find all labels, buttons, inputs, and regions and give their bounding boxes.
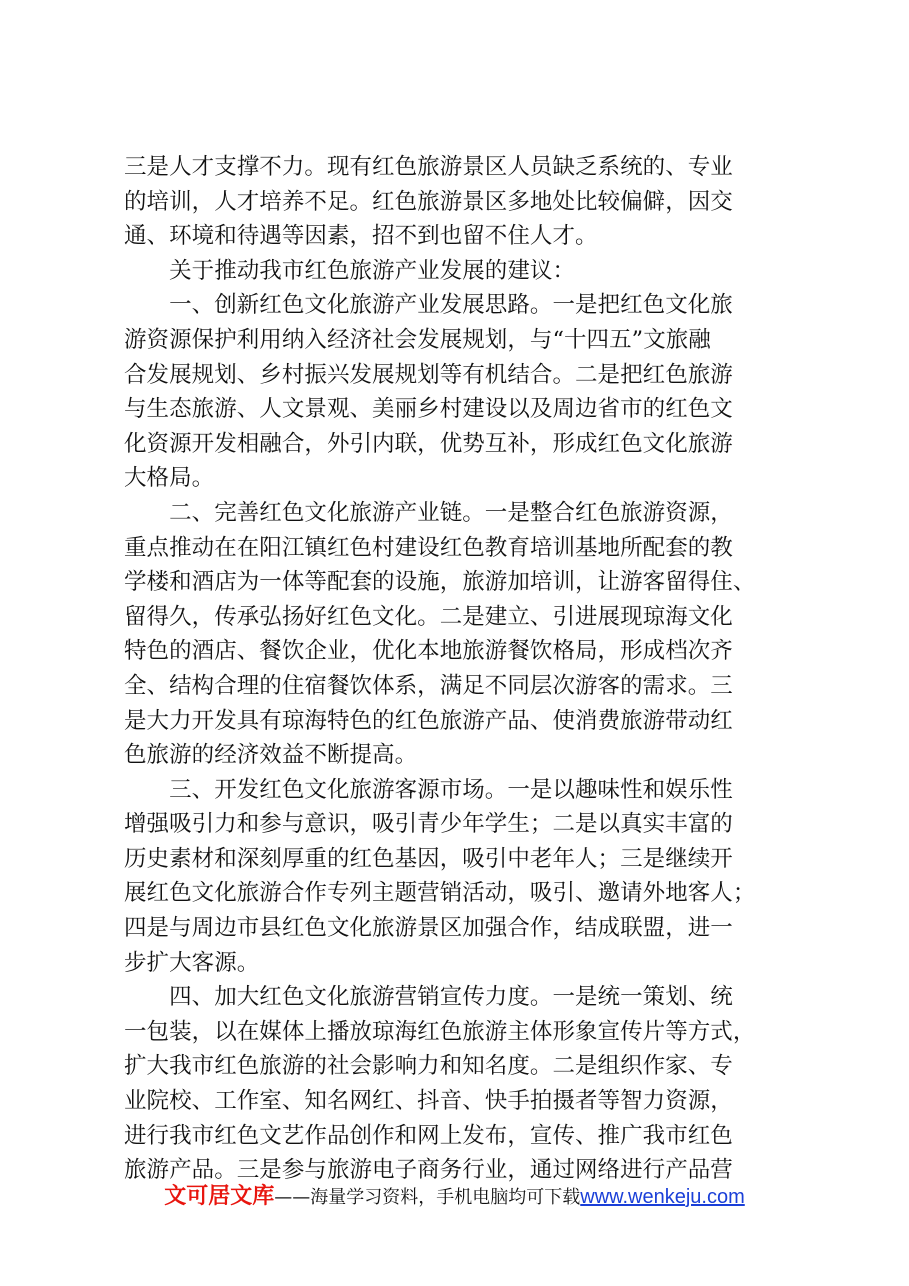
text-line: 历史素材和深刻厚重的红色基因，吸引中老年人；三是继续开 <box>124 845 733 872</box>
text-line: 一包装，以在媒体上播放琼海红色旅游主体形象宣传片等方式， <box>124 1018 756 1045</box>
text-line: 进行我市红色文艺作品创作和网上发布，宣传、推广我市红色 <box>124 1122 733 1149</box>
text-line: 二、完善红色文化旅游产业链。一是整合红色旅游资源， <box>124 499 733 526</box>
text-line: 三是人才支撑不力。现有红色旅游景区人员缺乏系统的、专业 <box>124 154 733 180</box>
text-line: 全、结构合理的住宿餐饮体系，满足不同层次游客的需求。三 <box>124 672 733 699</box>
document-body <box>124 150 804 1188</box>
text-line: 大格局。 <box>124 465 215 492</box>
text-line: 重点推动在在阳江镇红色村建设红色教育培训基地所配套的教 <box>124 534 733 561</box>
text-line: 特色的酒店、餐饮企业，优化本地旅游餐饮格局，形成档次齐 <box>124 638 733 665</box>
text-line: 增强吸引力和参与意识，吸引青少年学生；二是以真实丰富的 <box>124 811 733 838</box>
text-line: 三、开发红色文化旅游客源市场。一是以趣味性和娱乐性 <box>124 776 733 803</box>
text-line: 步扩大客源。 <box>124 949 260 976</box>
footer-link[interactable]: www.wenkeju.com <box>580 1186 745 1208</box>
text-line: 合发展规划、乡村振兴发展规划等有机结合。二是把红色旅游 <box>124 361 733 388</box>
text-line: 化资源开发相融合，外引内联，优势互补，形成红色文化旅游 <box>124 430 733 457</box>
text-line: 与生态旅游、人文景观、美丽乡村建设以及周边省市的红色文 <box>124 396 733 423</box>
text-line: 的培训，人才培养不足。红色旅游景区多地处比较偏僻，因交 <box>124 188 733 215</box>
text-line: 色旅游的经济效益不断提高。 <box>124 742 418 769</box>
text-line: 扩大我市红色旅游的社会影响力和知名度。二是组织作家、专 <box>124 1053 733 1080</box>
text-line: 学楼和酒店为一体等配套的设施，旅游加培训，让游客留得住、 <box>124 569 756 596</box>
text-line: 是大力开发具有琼海特色的红色旅游产品、使消费旅游带动红 <box>124 707 733 734</box>
text-line: 展红色文化旅游合作专列主题营销活动，吸引、邀请外地客人； <box>124 880 756 907</box>
text-line: 四、加大红色文化旅游营销宣传力度。一是统一策划、统 <box>124 984 733 1011</box>
text-line: 通、环境和待遇等因素，招不到也留不住人才。 <box>124 223 598 250</box>
footer-brand: 文可居文库 <box>164 1184 275 1209</box>
text-line: 游资源保护利用纳入经济社会发展规划，与“十四五”文旅融 <box>124 326 711 353</box>
text-line: 旅游产品。三是参与旅游电子商务行业，通过网络进行产品营 <box>124 1157 733 1184</box>
text-line: 留得久，传承弘扬好红色文化。二是建立、引进展现琼海文化 <box>124 603 733 630</box>
text-line: 四是与周边市县红色文化旅游景区加强合作，结成联盟，进一 <box>124 915 733 942</box>
text-line: 一、创新红色文化旅游产业发展思路。一是把红色文化旅 <box>124 292 733 319</box>
footer-tagline: ——海量学习资料，手机电脑均可下载 <box>274 1187 581 1208</box>
text-line: 业院校、工作室、知名网红、抖音、快手拍摄者等智力资源， <box>124 1088 733 1115</box>
page-footer <box>0 1181 909 1213</box>
text-line: 关于推动我市红色旅游产业发展的建议： <box>124 257 576 284</box>
